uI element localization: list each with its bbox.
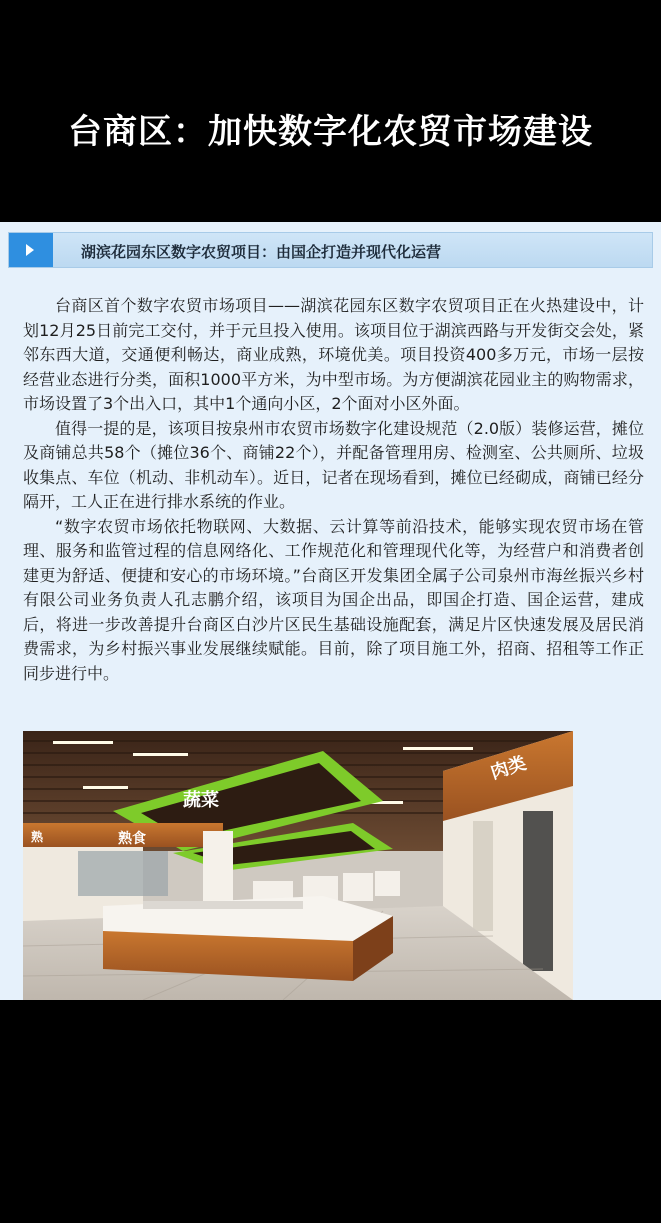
sign-vegetables: 蔬菜 [183,790,219,811]
article-body [23,294,644,686]
sign-right: 肉类 [488,752,529,784]
sign-cooked-food: 熟食 [118,831,146,847]
play-arrow-icon [25,243,35,257]
article-screenshot [0,222,661,1000]
paragraph-3: “数字农贸市场依托物联网、大数据、云计算等前沿技术，能够实现农贸市场在管理、服务和监管过程的信息网络化、工作规范化和管理现代化等，为经营户和消费者创建更为舒适、便捷和安心的市场环境。”台商区开发集团全属子公司泉州市海丝振兴乡村有限公司业务负责人孔志鹏介绍，该项目为国企出品，即国企打造、国企运营，建成后，将进一步改善提升台商区白沙片区民生基础设施配套，满足片区快速发展及居民消费需求，为乡村振兴事业发展继续赋能。目前，除了项目施工外，招商、招租等工作正同步进行中。 [23,516,644,683]
market-interior-photo [23,731,573,1000]
video-title: 台商区：加快数字化农贸市场建设 [68,112,593,152]
paragraph-2: 值得一提的是，该项目按泉州市农贸市场数字化建设规范（2.0版）装修运营，摊位及商铺总共58个（摊位36个、商铺22个），并配备管理用房、检测室、公共厕所、垃圾收集点、车位（机动、非机动车）。近日，记者在现场看到，摊位已经砌成，商铺已经分隔开，工人正在进行排水系统的作业。 [23,418,644,511]
sign-left-small: 熟 [31,830,44,844]
article-section-banner [8,232,653,268]
banner-arrow-box [9,233,53,267]
paragraph-1: 台商区首个数字农贸市场项目——湖滨花园东区数字农贸项目正在火热建设中，计划12月25日前完工交付，并于元旦投入使用。该项目位于湖滨西路与开发街交会处，紧邻东西大道，交通便利畅达，商业成熟，环境优美。项目投资400多万元，市场一层按经营业态进行分类，面积1000平方米，为中型市场。为方便湖滨花园业主的购物需求，市场设置了3个出入口，其中1个通向小区，2个面对小区外面。 [23,296,644,413]
banner-title: 湖滨花园东区数字农贸项目：由国企打造并现代化运营 [81,243,442,261]
market-interior-illustration [23,731,573,1000]
